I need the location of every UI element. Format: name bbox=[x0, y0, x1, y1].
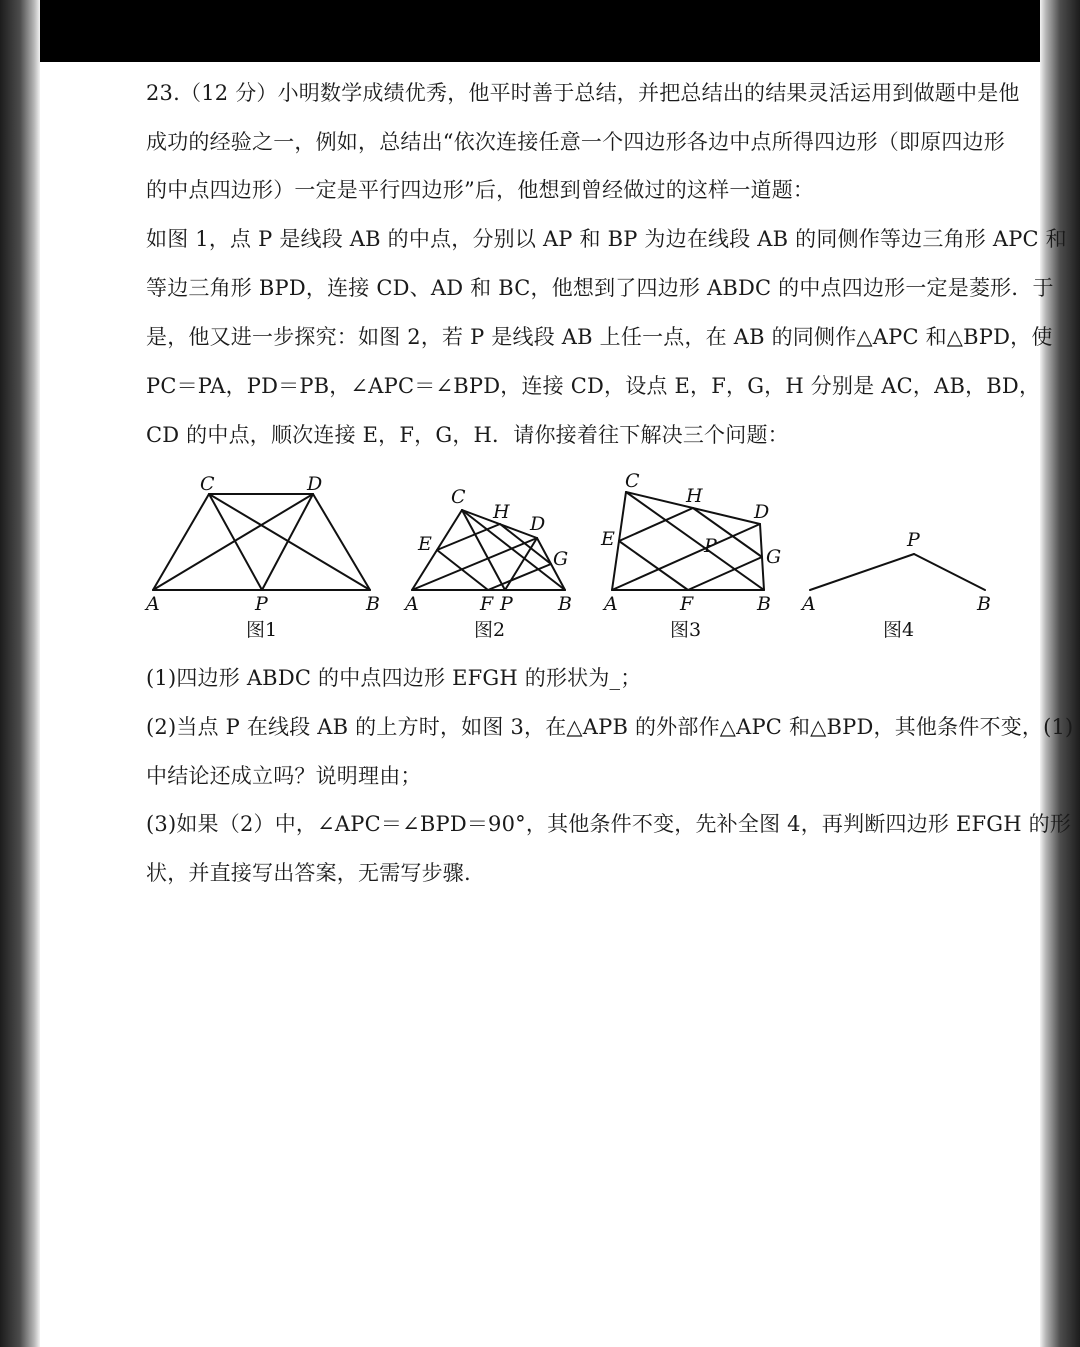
fig3-label-h: H bbox=[686, 485, 703, 507]
question-2-line-1: (2)当点 P 在线段 AB 的上方时，如图 3，在△APB 的外部作△APC 和△BPD，其他条件不变，(1) bbox=[146, 715, 1074, 739]
fig2-label-p: P bbox=[500, 593, 513, 615]
fig4-label-a: A bbox=[802, 593, 816, 615]
problem-line-7: PC＝PA，PD＝PB，∠APC＝∠BPD，连接 CD，设点 E，F，G，H 分别是 AC，AB，BD， bbox=[146, 374, 1041, 398]
fig2-label-c: C bbox=[451, 486, 466, 508]
question-3-line-2: 状，并直接写出答案，无需写步骤. bbox=[146, 861, 471, 885]
fig3-label-b: B bbox=[757, 593, 771, 615]
problem-line-4: 如图 1，点 P 是线段 AB 的中点，分别以 AP 和 BP 为边在线段 AB 的同侧作等边三角形 APC 和 bbox=[146, 227, 1067, 251]
fig3-caption: 图3 bbox=[670, 619, 702, 641]
fig2-caption: 图2 bbox=[474, 619, 506, 641]
problem-line-5: 等边三角形 BPD，连接 CD、AD 和 BC，他想到了四边形 ABDC 的中点四边形一定是菱形．于 bbox=[146, 276, 1054, 300]
fig1-segment-cp bbox=[209, 494, 262, 590]
fig3-label-g: G bbox=[766, 546, 782, 568]
fig1-segment-ac bbox=[153, 494, 209, 590]
fig2-label-e: E bbox=[418, 533, 432, 555]
question-2-line-2: 中结论还成立吗？说明理由； bbox=[146, 764, 422, 788]
fig2-label-d: D bbox=[530, 513, 546, 535]
fig1-label-a: A bbox=[146, 593, 160, 615]
fig1-label-d: D bbox=[307, 473, 323, 495]
fig2-segment-he bbox=[437, 524, 500, 550]
fig3-label-a: A bbox=[604, 593, 618, 615]
fig3-label-p: P bbox=[704, 535, 717, 557]
fig1-caption: 图1 bbox=[246, 619, 278, 641]
fig4-label-b: B bbox=[977, 593, 991, 615]
fig3-label-e: E bbox=[601, 528, 615, 550]
fig2-label-a: A bbox=[405, 593, 419, 615]
fig4-segment-pb bbox=[914, 554, 985, 590]
figure-1 bbox=[144, 473, 380, 641]
figure-4 bbox=[800, 529, 991, 641]
figures-area bbox=[0, 0, 1080, 660]
problem-line-1: 23.（12 分）小明数学成绩优秀，他平时善于总结，并把总结出的结果灵活运用到做题中是他 bbox=[146, 81, 1020, 105]
fig2-label-f: F bbox=[480, 593, 494, 615]
fig3-label-d: D bbox=[754, 501, 770, 523]
fig4-label-p: P bbox=[907, 529, 920, 551]
fig1-label-b: B bbox=[366, 593, 380, 615]
fig4-caption: 图4 bbox=[883, 619, 915, 641]
fig2-segment-ef bbox=[437, 550, 488, 590]
problem-line-3: 的中点四边形）一定是平行四边形”后，他想到曾经做过的这样一道题： bbox=[146, 178, 815, 202]
question-3-line-1: (3)如果（2）中，∠APC＝∠BPD＝90°，其他条件不变，先补全图 4，再判断四边形 EFGH 的形 bbox=[146, 812, 1072, 836]
fig2-label-g: G bbox=[553, 548, 569, 570]
figure-3 bbox=[600, 470, 781, 641]
fig1-label-p: P bbox=[255, 593, 268, 615]
problem-line-8: CD 的中点，顺次连接 E，F，G，H．请你接着往下解决三个问题： bbox=[146, 423, 789, 447]
fig1-label-c: C bbox=[200, 473, 215, 495]
fig4-segment-ap bbox=[810, 554, 914, 590]
fig3-label-c: C bbox=[625, 470, 640, 492]
question-1: (1)四边形 ABDC 的中点四边形 EFGH 的形状为_； bbox=[146, 666, 642, 690]
problem-line-2: 成功的经验之一，例如，总结出“依次连接任意一个四边形各边中点所得四边形（即原四边形 bbox=[146, 130, 1005, 154]
fig2-label-h: H bbox=[493, 501, 510, 523]
fig1-segment-db bbox=[313, 494, 370, 590]
fig2-label-b: B bbox=[558, 593, 572, 615]
figure-2 bbox=[403, 486, 572, 641]
fig3-label-f: F bbox=[680, 593, 694, 615]
problem-line-6: 是，他又进一步探究：如图 2，若 P 是线段 AB 上任一点，在 AB 的同侧作△APC 和△BPD，使 bbox=[146, 325, 1053, 349]
